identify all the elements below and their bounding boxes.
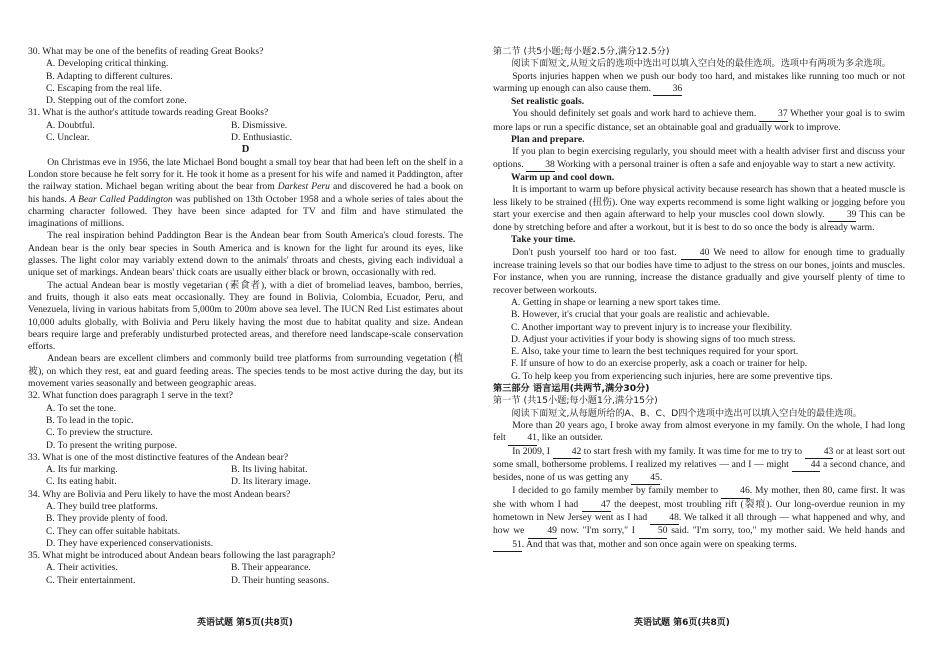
option: C. Unclear. (46, 132, 90, 144)
question-31: 31. What is the author's attitude towards reading Great Books? (28, 107, 269, 119)
option: C. Escaping from the real life. (46, 82, 162, 94)
section-letter: D (241, 144, 250, 156)
right-page (493, 46, 905, 552)
page-footer-left: 英语试题 第5页(共8页) (197, 618, 293, 628)
option: B. They provide plenty of food. (46, 513, 168, 525)
option: A. To set the tone. (46, 402, 117, 414)
option: B. To lead in the topic. (46, 414, 134, 426)
option: D. Stepping out of the comfort zone. (46, 95, 187, 107)
option: D. To present the writing purpose. (46, 439, 178, 451)
blank-42: 42 (553, 446, 582, 459)
blank-44: 44 (792, 459, 821, 472)
option-row (28, 575, 463, 587)
passage-paragraph-2: The real inspiration behind Paddington Bear is the Andean bear from South America's cloud forests. The Andean bear is the only bear species in South America and is known for the light fur around its eyes, like glasses. The light color may variably extend down to the animals' throats and chests, giving each individual a unique set of markings. Andean bears' thick coats are usually either black or brown, occasionally with red. (28, 230, 463, 279)
cloze-paragraph: More than 20 years ago, I broke away from almost everyone in my family. On the whole, I had long felt 41, like an outsider. (493, 420, 905, 446)
option: B. Its living habitat. (231, 464, 308, 476)
option-row (28, 476, 463, 488)
option: C. Their entertainment. (46, 574, 136, 586)
section-2-title: 第二节 (共5小题;每小题2.5分,满分12.5分) (493, 46, 670, 57)
blank-39: 39 (828, 209, 857, 222)
page-footer-right: 英语试题 第6页(共8页) (634, 618, 730, 628)
option-row (28, 562, 463, 574)
blank-45: 45 (631, 472, 660, 485)
blank-51: 51 (493, 539, 522, 552)
subheading: Plan and prepare. (511, 134, 585, 146)
section-1-instructions: 阅读下面短文,从每题所给的A、B、C、D四个选项中选出可以填入空白处的最佳选项。 (511, 407, 862, 419)
blank-37: 37 (759, 108, 788, 121)
passage-paragraph: Don't push yourself too hard or too fast. 40 We need to allow for enough time to gradually increase training levels so that our bodies have time to adjust to the stress on our bones, joints and muscles. For instance, when you are running, increase the distance gradually and give yourself plenty of time to recover between workouts. (493, 246, 905, 296)
option: A. Getting in shape or learning a new sport takes time. (511, 296, 721, 308)
question-32: 32. What function does paragraph 1 serve in the text? (28, 390, 233, 402)
subheading: Take your time. (511, 234, 576, 246)
option: A. Developing critical thinking. (46, 58, 169, 70)
question-33: 33. What is one of the most distinctive features of the Andean bear? (28, 451, 289, 463)
passage-paragraph-4: Andean bears are excellent climbers and commonly build tree platforms from surrounding vegetation (植被), on which they rest, eat and guard feeding areas. The species tends to be most active during the day, but its movement varies seasonally and between geographic areas. (28, 353, 463, 390)
question-30: 30. What may be one of the benefits of reading Great Books? (28, 46, 264, 57)
option: C. Its eating habit. (46, 476, 117, 488)
cloze-paragraph: In 2009, I 42 to start fresh with my family. It was time for me to try to 43 or at least sort out some small, bothersome problems. I realized my relatives — and I — might 44 a second chance, and besides, none of us was getting any 45. (493, 446, 905, 486)
blank-41: 41 (508, 432, 537, 445)
subheading: Set realistic goals. (511, 96, 585, 108)
cloze-paragraph: I decided to go family member by family member to 46. My mother, then 80, came first. It was she with whom I had 47 the deepest, most troubling rift (裂痕). Our long-overdue reunion in my hometown in New Jersey went as I had 48. We talked it all through — what happened and why, and how we 49 now. "I'm sorry," I 50 said. "I'm sorry, too," my mother said. We held hands and 51. And that was that, mother and son once again were on speaking terms. (493, 485, 905, 551)
blank-43: 43 (805, 446, 834, 459)
blank-46: 46 (721, 485, 750, 498)
question-35: 35. What might be introduced about Andean bears following the last paragraph? (28, 550, 336, 562)
blank-50: 50 (639, 525, 668, 538)
option: D. Their hunting seasons. (231, 574, 330, 586)
blank-36: 36 (653, 83, 682, 96)
option: A. Its fur marking. (46, 464, 118, 476)
option: B. Adapting to different cultures. (46, 70, 173, 82)
option: D. Enthusiastic. (231, 132, 293, 144)
option-row (28, 132, 463, 144)
blank-48: 48 (650, 512, 679, 525)
option: D. Its literary image. (231, 476, 311, 488)
option: A. They build tree platforms. (46, 500, 158, 512)
option: C. To preview the structure. (46, 427, 153, 439)
option: A. Doubtful. (46, 119, 95, 131)
option: C. They can offer suitable habitats. (46, 525, 181, 537)
option: D. They have experienced conservationists. (46, 537, 214, 549)
part-3-title: 第三部分 语言运用(共两节,满分30分) (493, 383, 650, 395)
option: D. Adjust your activities if your body is showing signs of too much stress. (511, 333, 796, 345)
passage-paragraph: It is important to warm up before physical activity because research has shown that a heated muscle is less likely to be strained (扭伤). One way experts recommend is some light walking or jogging before you start your exercise and then again afterward to help your muscles cool down slowly. 39 This can be done by stretching before and after a workout, but it is best to do so once the body is already warm. (493, 184, 906, 234)
passage-paragraph: If you plan to begin exercising regularly, you should meet with a health adviser first and discuss your options. 38 Working with a personal trainer is often a safe and enjoyable way to start a new activity. (493, 146, 905, 172)
option-row (28, 120, 463, 132)
option-row (28, 464, 463, 476)
passage-paragraph: Sports injuries happen when we push our body too hard, and mistakes like running too much or not warming up enough can also cause them. 36 (493, 71, 905, 97)
blank-40: 40 (681, 247, 710, 260)
section-1-title: 第一节 (共15小题;每小题1分,满分15分) (493, 395, 658, 407)
option: E. Also, take your time to learn the best techniques required for your sport. (511, 346, 799, 358)
blank-38: 38 (526, 159, 555, 172)
option: F. If unsure of how to do an exercise properly, ask a coach or trainer for help. (511, 358, 808, 370)
passage-paragraph-1: On Christmas eve in 1956, the late Michael Bond bought a small toy bear that had been left on the shelf in a London store because he felt sorry for it. He took it home as a present for his wife and named it Paddington, after the railway station. Michael began writing about the bear from Darkest Peru and discovered he had a book on his hands. A Bear Called Paddington was published on 13th October 1958 and a whole series of tales about the charming character followed. They have been since adapted for TV and film and have stimulated the imaginations of millions. (28, 156, 463, 230)
blank-49: 49 (528, 525, 557, 538)
passage-paragraph-3: The actual Andean bear is mostly vegetarian (素食者), with a diet of bromeliad leaves, bamboo, berries, and fruits, though it also eats meat occasionally. They are found in Bolivia, Colombia, Ecuador, Peru, and Venezuela, living in various habitats from 5,000m to 200m above sea level. The IUCN Red List estimates about 10,000 adults globally, with Bolivia and Peru likely having the most due to habitat quality and size. Andean bears require large and preferably undisturbed protected areas, and therefore need landscape-scale conservation efforts. (28, 279, 463, 353)
option: C. Another important way to prevent injury is to increase your flexibility. (511, 321, 793, 333)
blank-47: 47 (582, 499, 611, 512)
option: B. However, it's crucial that your goals are realistic and achievable. (511, 309, 770, 321)
option: B. Their appearance. (231, 562, 311, 574)
left-page (28, 46, 463, 587)
option: B. Dismissive. (231, 119, 288, 131)
option: G. To help keep you from experiencing such injuries, here are some preventive tips. (511, 370, 833, 382)
question-34: 34. Why are Bolivia and Peru likely to have the most Andean bears? (28, 488, 291, 500)
subheading: Warm up and cool down. (511, 171, 615, 183)
section-2-instructions: 阅读下面短文,从短文后的选项中选出可以填入空白处的最佳选项。选项中有两项为多余选项。 (511, 58, 891, 70)
option: A. Their activities. (46, 562, 118, 574)
passage-paragraph: You should definitely set goals and work hard to achieve them. 37 Whether your goal is to swim more laps or run a specific distance, set an obtainable goal and gradually work to improve. (493, 108, 906, 133)
